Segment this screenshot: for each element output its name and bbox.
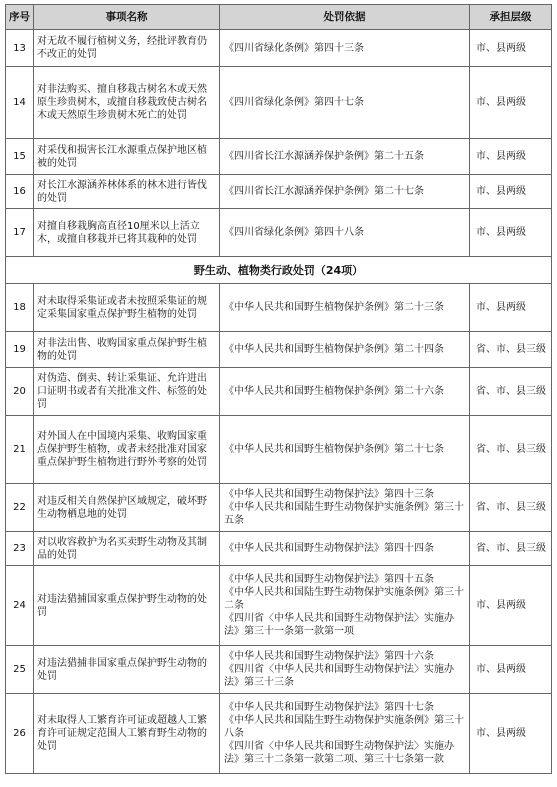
item-name: 对未取得采集证或者未按照采集证的规定采集国家重点保护野生植物的处罚	[34, 284, 220, 332]
table-row	[6, 484, 552, 532]
row-number: 17	[6, 209, 34, 257]
table-row	[6, 646, 552, 694]
penalty-basis: 《四川省绿化条例》第四十三条	[220, 30, 470, 67]
row-number: 25	[6, 646, 34, 694]
penalty-table	[5, 4, 552, 774]
row-number: 14	[6, 67, 34, 139]
penalty-basis: 《中华人民共和国野生动物保护法》第四十三条 《中华人民共和国陆生野生动物保护实施条例》第三十五条	[220, 484, 470, 532]
responsible-level: 市、县两级	[470, 139, 552, 175]
section-title: 野生动、植物类行政处罚（24项）	[6, 257, 552, 284]
table-row	[6, 67, 552, 139]
item-name: 对以收容救护为名买卖野生动物及其制品的处罚	[34, 532, 220, 566]
row-number: 16	[6, 175, 34, 209]
row-number: 23	[6, 532, 34, 566]
responsible-level: 市、县两级	[470, 175, 552, 209]
responsible-level: 市、县两级	[470, 566, 552, 646]
responsible-level: 市、县两级	[470, 694, 552, 774]
penalty-basis: 《中华人民共和国野生动物保护法》第四十七条 《中华人民共和国陆生野生动物保护实施条例》第三十八条 《四川省〈中华人民共和国野生动物保护法〉实施办法》第三十二条第一款第二项、第三十七条第一款	[220, 694, 470, 774]
header-level: 承担层级	[470, 5, 552, 30]
item-name: 对违法猎捕国家重点保护野生动物的处罚	[34, 566, 220, 646]
responsible-level: 省、市、县三级	[470, 416, 552, 484]
item-name: 对长江水源涵养林体系的林木进行皆伐的处罚	[34, 175, 220, 209]
table-body	[6, 30, 552, 774]
responsible-level: 省、市、县三级	[470, 484, 552, 532]
item-name: 对采伐和损害长江水源重点保护地区植被的处罚	[34, 139, 220, 175]
responsible-level: 省、市、县三级	[470, 332, 552, 368]
table-row	[6, 284, 552, 332]
row-number: 21	[6, 416, 34, 484]
row-number: 20	[6, 368, 34, 416]
penalty-basis: 《中华人民共和国野生植物保护条例》第二十七条	[220, 416, 470, 484]
table-row	[6, 209, 552, 257]
row-number: 13	[6, 30, 34, 67]
item-name: 对伪造、倒卖、转让采集证、允许进出口证明书或者有关批准文件、标签的处罚	[34, 368, 220, 416]
table-row	[6, 532, 552, 566]
penalty-basis: 《中华人民共和国野生动物保护法》第四十四条	[220, 532, 470, 566]
table-row	[6, 139, 552, 175]
item-name: 对无故不履行植树义务，经批评教育仍不改正的处罚	[34, 30, 220, 67]
table-row	[6, 30, 552, 67]
row-number: 26	[6, 694, 34, 774]
item-name: 对外国人在中国境内采集、收购国家重点保护野生植物，或者未经批准对国家重点保护野生植物进行野外考察的处罚	[34, 416, 220, 484]
row-number: 19	[6, 332, 34, 368]
row-number: 15	[6, 139, 34, 175]
row-number: 24	[6, 566, 34, 646]
table-header	[6, 5, 552, 30]
table-row	[6, 175, 552, 209]
responsible-level: 市、县两级	[470, 646, 552, 694]
penalty-basis: 《四川省长江水源涵养保护条例》第二十五条	[220, 139, 470, 175]
row-number: 22	[6, 484, 34, 532]
table-row	[6, 694, 552, 774]
header-basis: 处罚依据	[220, 5, 470, 30]
item-name: 对违反相关自然保护区域规定，破坏野生动物栖息地的处罚	[34, 484, 220, 532]
item-name: 对未取得人工繁育许可证或超越人工繁育许可证规定范围人工繁育野生动物的处罚	[34, 694, 220, 774]
header-name: 事项名称	[34, 5, 220, 30]
table-row	[6, 416, 552, 484]
table-row	[6, 368, 552, 416]
table-row	[6, 566, 552, 646]
responsible-level: 市、县两级	[470, 67, 552, 139]
table-row	[6, 332, 552, 368]
responsible-level: 市、县两级	[470, 284, 552, 332]
penalty-basis: 《中华人民共和国野生植物保护条例》第二十六条	[220, 368, 470, 416]
penalty-basis: 《四川省绿化条例》第四十七条	[220, 67, 470, 139]
responsible-level: 市、县两级	[470, 30, 552, 67]
section-row	[6, 257, 552, 284]
row-number: 18	[6, 284, 34, 332]
responsible-level: 市、县两级	[470, 209, 552, 257]
penalty-basis: 《四川省长江水源涵养保护条例》第二十七条	[220, 175, 470, 209]
header-row	[6, 5, 552, 30]
penalty-basis: 《中华人民共和国野生植物保护条例》第二十三条	[220, 284, 470, 332]
penalty-basis: 《中华人民共和国野生动物保护法》第四十五条 《中华人民共和国陆生野生动物保护实施条例》第三十二条 《四川省〈中华人民共和国野生动物保护法〉实施办法》第三十一条第一款第一项	[220, 566, 470, 646]
responsible-level: 省、市、县三级	[470, 532, 552, 566]
header-no: 序号	[6, 5, 34, 30]
item-name: 对违法猎捕非国家重点保护野生动物的处罚	[34, 646, 220, 694]
penalty-basis: 《中华人民共和国野生动物保护法》第四十六条 《四川省〈中华人民共和国野生动物保护法〉实施办法》第三十三条	[220, 646, 470, 694]
penalty-basis: 《中华人民共和国野生植物保护条例》第二十四条	[220, 332, 470, 368]
item-name: 对非法出售、收购国家重点保护野生植物的处罚	[34, 332, 220, 368]
penalty-basis: 《四川省绿化条例》第四十八条	[220, 209, 470, 257]
item-name: 对非法购买、擅自移栽古树名木或天然原生珍贵树木，或擅自移栽致使古树名木或天然原生珍贵树木死亡的处罚	[34, 67, 220, 139]
responsible-level: 省、市、县三级	[470, 368, 552, 416]
item-name: 对擅自移栽胸高直径10厘米以上活立木，或擅自移栽并已将其栽种的处罚	[34, 209, 220, 257]
